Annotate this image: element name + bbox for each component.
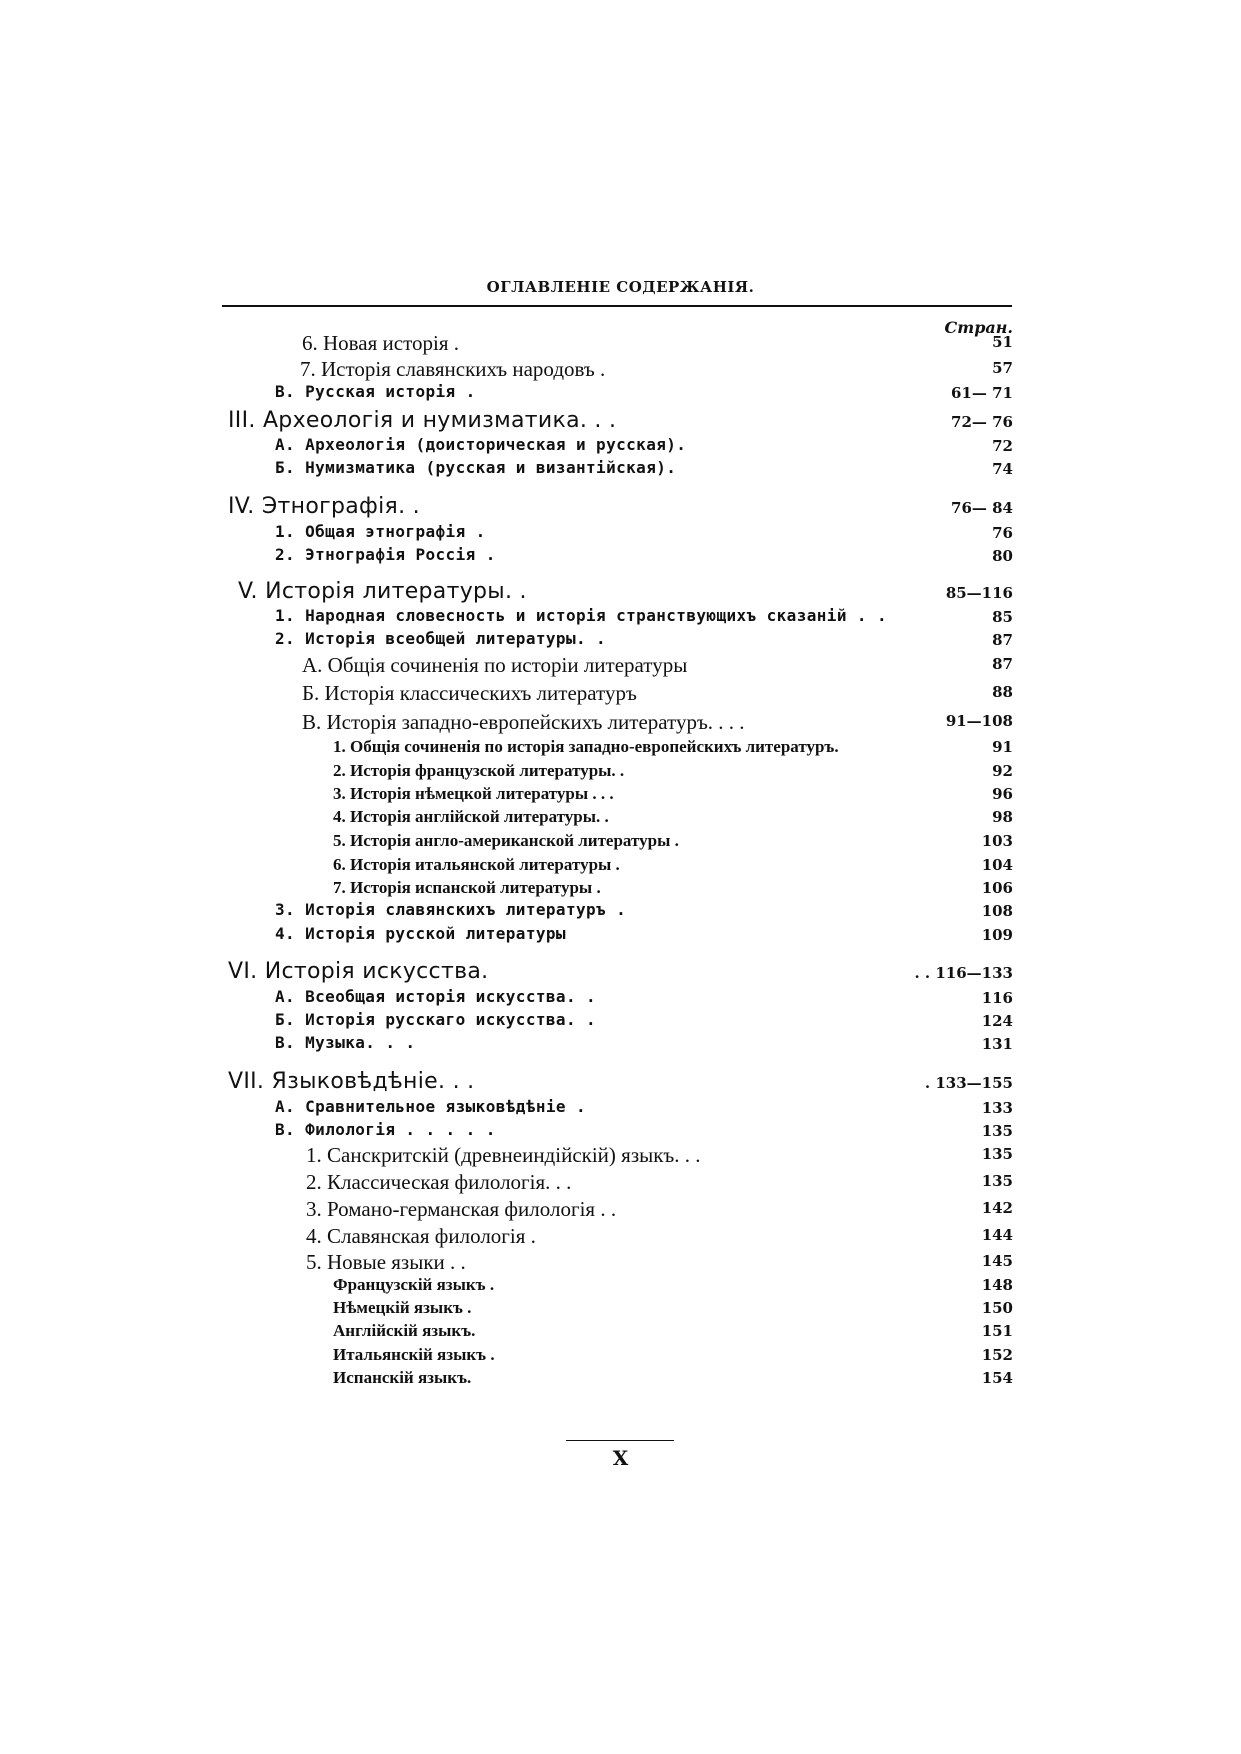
toc-entry-page: 144 <box>981 1226 1013 1244</box>
toc-entry-page: 92 <box>992 762 1013 780</box>
toc-entry-label: 6. Новая исторія . <box>302 331 459 355</box>
toc-entry-page: 91 <box>992 738 1013 756</box>
page-header: ОГЛАВЛЕНІЕ СОДЕРЖАНІЯ. <box>486 278 755 296</box>
toc-entry-label: VI. Исторія искусства. <box>228 959 489 984</box>
toc-entry-page: . 133—155 <box>924 1074 1013 1092</box>
toc-entry-page: 150 <box>981 1299 1013 1317</box>
toc-entry-label: Испанскій языкъ. <box>333 1368 472 1387</box>
toc-entry-page: 72— 76 <box>951 413 1013 431</box>
toc-entry-page: 80 <box>992 547 1013 565</box>
toc-entry-page: 109 <box>981 926 1013 944</box>
toc-entry-label: 1. Народная словесность и исторія странствующихъ сказаній . . <box>275 606 888 625</box>
toc-entry-label: Б. Исторія классическихъ литературъ <box>302 681 637 705</box>
toc-entry-page: 131 <box>981 1035 1013 1053</box>
toc-entry-label: Англійскій языкъ. <box>333 1321 476 1340</box>
toc-entry-page: 98 <box>992 808 1013 826</box>
toc-entry-label: А. Сравнительное языковѣдѣніе . <box>275 1097 587 1116</box>
toc-entry-page: 87 <box>992 631 1013 649</box>
toc-entry-page: 108 <box>981 902 1013 920</box>
header-rule <box>222 305 1012 307</box>
toc-entry-label: 5. Новые языки . . <box>306 1250 466 1274</box>
toc-entry-page: 88 <box>992 683 1013 701</box>
toc-entry-label: А. Археологія (доисторическая и русская). <box>275 435 687 454</box>
toc-entry-label: 4. Славянская филологія . <box>306 1224 536 1248</box>
toc-entry-page: 148 <box>981 1276 1013 1294</box>
toc-entry-label: 3. Исторія нѣмецкой литературы . . . <box>333 784 614 803</box>
toc-entry-page: 154 <box>981 1369 1013 1387</box>
toc-entry-page: 72 <box>992 437 1013 455</box>
toc-entry-page: 76— 84 <box>951 499 1013 517</box>
toc-entry-page: 85—116 <box>945 584 1013 602</box>
pages-column-label: Стран. <box>944 318 1013 337</box>
toc-entry-page: . . 116—133 <box>914 964 1013 982</box>
toc-entry-page: 104 <box>981 856 1013 874</box>
toc-entry-page: 87 <box>992 655 1013 673</box>
toc-entry-label: IV. Этнографія. . <box>228 494 420 519</box>
toc-entry-label: 4. Исторія русской литературы <box>275 924 566 943</box>
toc-entry-label: 5. Исторія англо-американской литературы . <box>333 831 679 850</box>
toc-entry-label: 3. Исторія славянскихъ литературъ . <box>275 900 627 919</box>
toc-entry-page: 74 <box>992 460 1013 478</box>
toc-entry-label: В. Исторія западно-европейскихъ литературъ. . . . <box>302 710 745 734</box>
toc-entry-label: Итальянскій языкъ . <box>333 1345 495 1364</box>
toc-entry-page: 124 <box>981 1012 1013 1030</box>
toc-entry-page: 116 <box>981 989 1013 1007</box>
toc-entry-label: 1. Санскритскій (древнеиндійскій) языкъ. . . <box>306 1143 701 1167</box>
toc-entry-page: 57 <box>992 359 1013 377</box>
toc-entry-label: В. Музыка. . . <box>275 1033 416 1052</box>
toc-entry-page: 145 <box>981 1252 1013 1270</box>
toc-entry-label: 2. Классическая филологія. . . <box>306 1170 572 1194</box>
toc-entry-label: 3. Романо-германская филологія . . <box>306 1197 617 1221</box>
toc-entry-label: 2. Исторія французской литературы. . <box>333 761 625 780</box>
toc-entry-label: 7. Исторія славянскихъ народовъ . <box>300 357 606 381</box>
toc-entry-label: А. Всеобщая исторія искусства. . <box>275 987 597 1006</box>
page-number: X <box>612 1446 629 1470</box>
toc-entry-label: 2. Этнографія Россія . <box>275 545 496 564</box>
toc-entry-page: 103 <box>981 832 1013 850</box>
toc-entry-label: 7. Исторія испанской литературы . <box>333 878 601 897</box>
toc-entry-page: 96 <box>992 785 1013 803</box>
toc-entry-page: 151 <box>981 1322 1013 1340</box>
toc-entry-label: 6. Исторія итальянской литературы . <box>333 855 620 874</box>
toc-entry-page: 51 <box>992 333 1013 351</box>
toc-entry-label: Французскій языкъ . <box>333 1275 495 1294</box>
toc-entry-label: Нѣмецкій языкъ . <box>333 1298 472 1317</box>
toc-entry-label: 1. Общая этнографія . <box>275 522 486 541</box>
toc-entry-page: 142 <box>981 1199 1013 1217</box>
toc-entry-label: В. Русская исторія . <box>275 382 476 401</box>
toc-entry-page: 135 <box>981 1172 1013 1190</box>
toc-entry-label: 1. Общія сочиненія по исторія западно-европейскихъ литературъ. <box>333 737 839 756</box>
toc-entry-page: 106 <box>981 879 1013 897</box>
toc-entry-page: 135 <box>981 1145 1013 1163</box>
toc-entry-label: А. Общія сочиненія по исторіи литературы <box>302 653 688 677</box>
toc-entry-page: 133 <box>981 1099 1013 1117</box>
toc-entry-label: 4. Исторія англійской литературы. . <box>333 807 609 826</box>
toc-entry-label: Б. Нумизматика (русская и византійская). <box>275 458 677 477</box>
toc-entry-label: 2. Исторія всеобщей литературы. . <box>275 629 607 648</box>
toc-entry-page: 61— 71 <box>951 384 1013 402</box>
bottom-rule <box>566 1440 674 1441</box>
toc-entry-page: 91—108 <box>945 712 1013 730</box>
toc-entry-label: Б. Исторія русскаго искусства. . <box>275 1010 597 1029</box>
toc-entry-page: 76 <box>992 524 1013 542</box>
toc-entry-label: VII. Языковѣдѣніе. . . <box>228 1069 475 1094</box>
toc-entry-label: В. Филологія . . . . . <box>275 1120 496 1139</box>
toc-entry-page: 135 <box>981 1122 1013 1140</box>
toc-entry-label: V. Исторія литературы. . <box>238 579 527 604</box>
toc-entry-page: 85 <box>992 608 1013 626</box>
toc-entry-page: 152 <box>981 1346 1013 1364</box>
toc-entry-label: III. Археологія и нумизматика. . . <box>228 408 617 433</box>
